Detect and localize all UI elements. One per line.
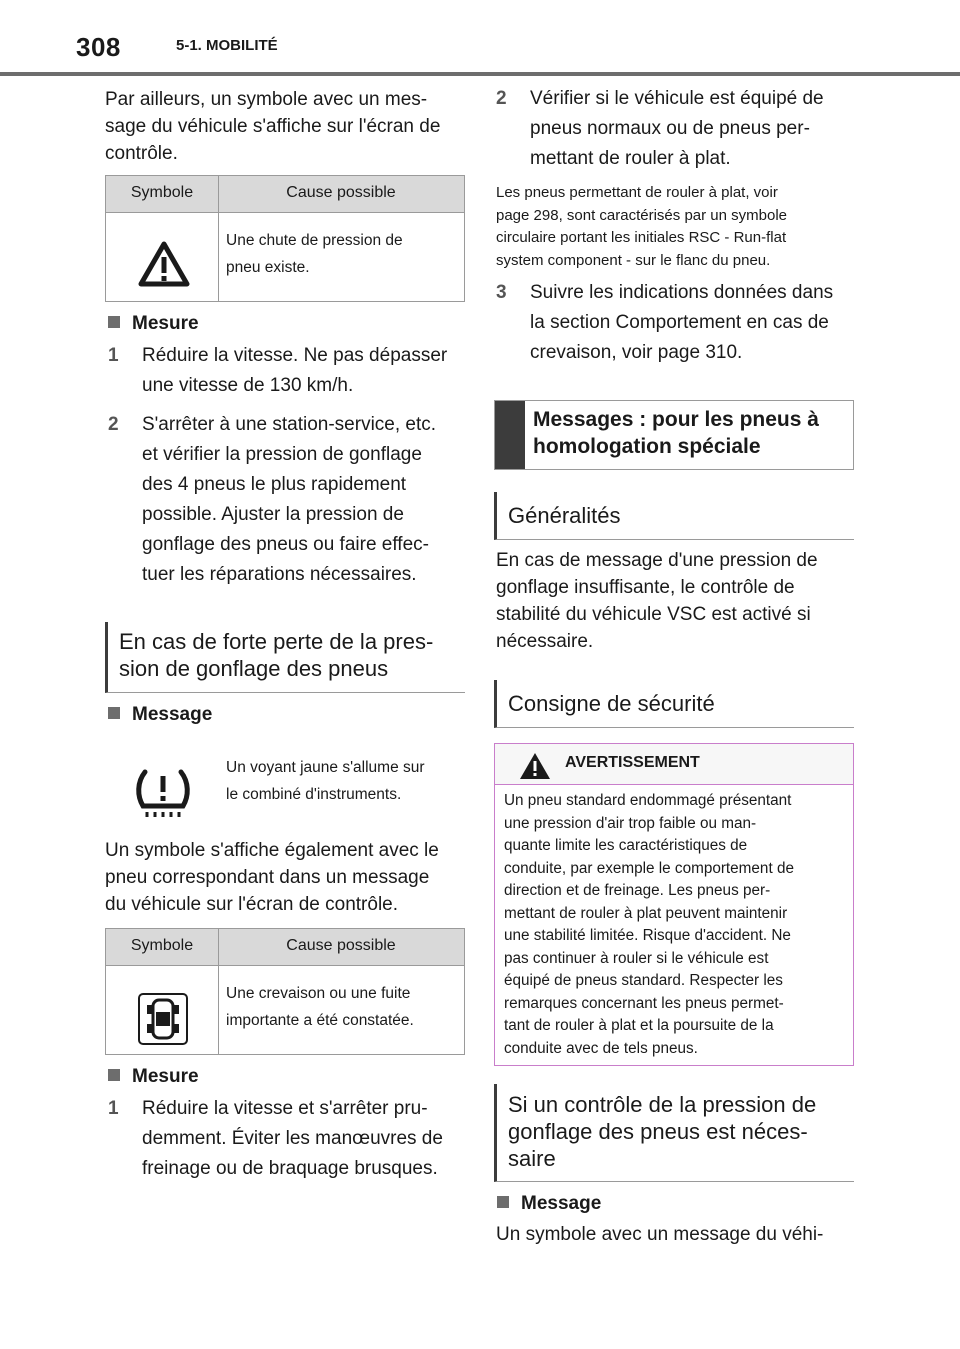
last-paragraph: Un symbole avec un message du véhi- <box>496 1224 824 1245</box>
mesure-subheading: Mesure <box>108 313 199 335</box>
warning-triangle-icon <box>519 752 551 780</box>
heading-consigne: Consigne de sécurité <box>494 680 854 728</box>
step-item: 2 S'arrêter à une station-service, etc. et vérifier la pression de gonflage des 4 pneus le plus rapidement possible. Ajuster la pression de gonflage des pneus ou faire effec- tuer les réparations nécessaires. <box>108 414 437 585</box>
car-tire-status-icon <box>137 992 189 1046</box>
step-item: 1 Réduire la vitesse. Ne pas dépasser une vitesse de 130 km/h. <box>108 345 448 396</box>
symbol-table-1 <box>105 175 465 302</box>
warning-title: AVERTISSEMENT <box>565 754 700 771</box>
step-item: 3 Suivre les indications données dans la section Comportement en cas de crevaison, voir page 310. <box>496 282 834 363</box>
run-flat-note: Les pneus permettant de rouler à plat, voir page 298, sont caractérisés par un symbole circulaire portant les initiales RSC - Run-flat system component - sur le flanc du pneu. <box>496 184 787 269</box>
cause-cell: Une chute de pression de pneu existe. <box>226 232 403 276</box>
tire-pressure-warning-icon <box>135 764 191 818</box>
step-item: 1 Réduire la vitesse et s'arrêter pru- demment. Éviter les manœuvres de freinage ou de braquage brusques. <box>108 1098 443 1179</box>
message-subheading: Message <box>497 1193 601 1215</box>
symbol-paragraph: Un symbole s'affiche également avec le pneu correspondant dans un message du véhicule sur l'écran de contrôle. <box>105 840 439 915</box>
table-header: Symbole Cause possible <box>106 176 464 213</box>
cause-cell: Une crevaison ou une fuite importante a été constatée. <box>226 985 414 1029</box>
mesure-subheading: Mesure <box>108 1066 199 1088</box>
symbol-table-2 <box>105 928 465 1055</box>
message-subheading: Message <box>108 704 212 726</box>
page-header <box>0 0 960 76</box>
warning-box <box>494 743 854 1066</box>
page-number: 308 <box>76 32 121 62</box>
heading-generalites: Généralités <box>494 492 854 540</box>
vsc-paragraph: En cas de message d'une pression de gonflage insuffisante, le contrôle de stabilité du véhicule VSC est activé si nécessaire. <box>496 550 818 652</box>
warning-triangle-icon <box>138 241 190 287</box>
voyant-text: Un voyant jaune s'allume sur le combiné d'instruments. <box>226 759 425 803</box>
heading-forte-perte: En cas de forte perte de la pres- sion de gonflage des pneus <box>105 622 465 693</box>
step-item: 2 Vérifier si le véhicule est équipé de pneus normaux ou de pneus per- mettant de rouler à plat. <box>496 88 824 169</box>
intro-paragraph: Par ailleurs, un symbole avec un mes- sage du véhicule s'affiche sur l'écran de contrôle. <box>105 89 441 164</box>
messages-heading-box: Messages : pour les pneus à homologation spéciale <box>494 400 854 470</box>
warning-body: Un pneu standard endommagé présentant une pression d'air trop faible ou man- quante limite les caractéristiques de conduite, par exemple le comportement de direction et de freinage. Les pneus per- mettant de rouler à plat peuvent maintenir une stabilité limitée. Risque d'accident. Ne pas continuer à rouler si le véhicule est équipé de pneus standard. Respecter les remarques concernant les pneus permet- tant de rouler à plat et la poursuite de la conduite avec de tels pneus. <box>504 792 794 1057</box>
section-title: 5-1. MOBILITÉ <box>176 37 278 54</box>
heading-controle: Si un contrôle de la pression de gonflage des pneus est néces- saire <box>494 1084 854 1182</box>
header-rule <box>0 72 960 76</box>
table-header: Symbole Cause possible <box>106 929 464 966</box>
